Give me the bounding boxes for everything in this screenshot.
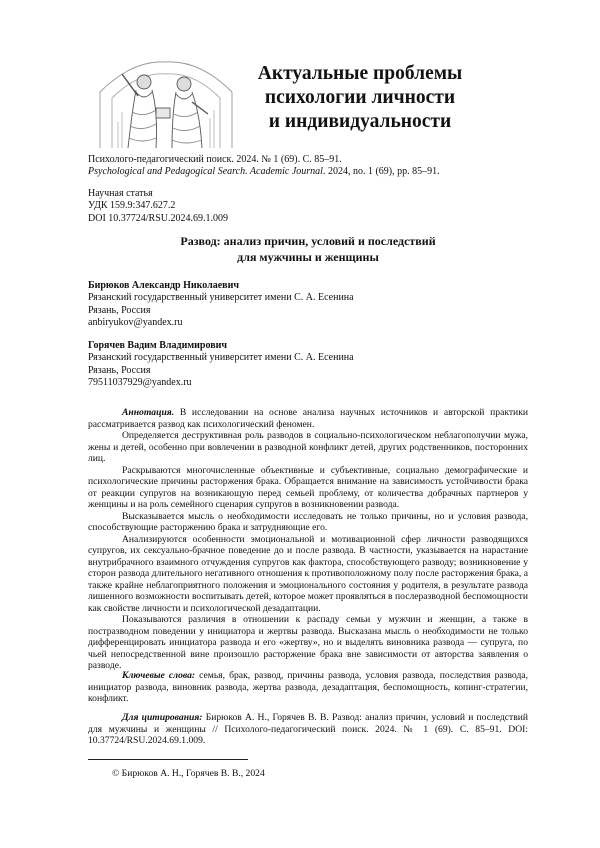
author-block [88, 340, 354, 390]
abstract-paragraph: Высказывается мысль о необходимости исследовать не только причины, но и условия развода, способствующие расторжению брака и затрудняющие его. [88, 510, 528, 533]
author-email[interactable]: anbiryukov@yandex.ru [88, 317, 183, 329]
author-email[interactable]: 79511037929@yandex.ru [88, 377, 192, 389]
footnote-divider [88, 759, 248, 760]
citation-en-rest: . 2024, no. 1 (69), pp. 85–91. [322, 166, 440, 178]
for-citation-paragraph [88, 712, 528, 747]
article-doi: DOI 10.37724/RSU.2024.69.1.009 [88, 212, 229, 224]
author-name: Горячев Вадим Владимирович [88, 340, 228, 351]
abstract-paragraph: Показываются различия в отношении к распаду семьи у мужчин и женщин, а также в постразводном поведении у инициатора и жертвы развода. Высказана мысль о необходимости не только дифференцировать инициатора развода и его «жертву», но и выделять виновника развода — супруга, по чьей непосредственной вине произошло расторжение брака вне зависимости от авторства заявления о разводе. [88, 614, 528, 671]
abstract-text: В исследовании на основе анализа научных источников и авторской практики рассматривается развод как психологический феномен. [88, 407, 528, 430]
abstract [88, 407, 528, 672]
author-affiliation: Рязанский государственный университет имени С. А. Есенина [88, 292, 354, 304]
abstract-paragraph [88, 407, 528, 430]
citation-en-journal: Psychological and Pedagogical Search. Academic Journal [88, 166, 323, 178]
author-city: Рязань, Россия [88, 364, 151, 376]
abstract-paragraph: Раскрываются многочисленные объективные и субъективные, социально демографические и психологические причины расторжения брака. Обращается внимание на зависимость устойчивости брака от реакции супругов на возникающую перед семьей проблему, от количества добрачных партнеров у женщины и на роль семейного сценария супругов в возникновении развода. [88, 464, 528, 510]
journal-logo-illustration [92, 52, 240, 152]
for-citation-label: Для цитирования: [122, 712, 203, 723]
journal-section-title [246, 62, 474, 134]
keywords-label: Ключевые слова: [122, 670, 196, 681]
keywords-text: семья, брак, развод, причины развода, условия развода, последствия развода, инициатор развода, виновник развода, жертва развода, дезадаптация, беспомощность, копинг-стратегии, конфликт. [88, 670, 528, 704]
article-type: Научная статья [88, 188, 153, 199]
author-name: Бирюков Александр Николаевич [88, 280, 239, 291]
article-title-line-1: Развод: анализ причин, условий и последствий [180, 234, 436, 248]
keywords-paragraph [88, 670, 528, 705]
journal-title-line-2: психологии личности [264, 87, 456, 108]
article-title [88, 234, 528, 265]
journal-citation [88, 154, 528, 179]
author-affiliation: Рязанский государственный университет имени С. А. Есенина [88, 352, 354, 364]
keywords [88, 670, 528, 705]
journal-title-line-3: и индивидуальности [268, 111, 452, 132]
journal-title-line-1: Актуальные проблемы [257, 63, 463, 84]
author-block [88, 280, 354, 330]
for-citation-text: Бирюков А. Н., Горячев В. В. Развод: анализ причин, условий и последствий для мужчины и женщины // Психолого-педагогический поиск. 2024. № 1 (69). С. 85–91. DOI: 10.37724/RSU.2024.69.1.009. [88, 712, 529, 746]
copyright-notice: © Бирюков А. Н., Горячев В. В., 2024 [112, 768, 265, 779]
article-udk: УДК 159.9:347.627.2 [88, 200, 176, 212]
article-title-line-2: для мужчины и женщины [237, 249, 379, 264]
abstract-label: Аннотация. [122, 407, 175, 418]
citation-en [88, 166, 528, 178]
abstract-paragraph: Анализируются особенности эмоциональной и мотивационной сфер личности разводящихся супругов, их сексуально-брачное поведение до и после развода. В частности, указывается на нарастание внутрибрачного взаимного отчуждения супругов как фактора, способствующего разводу; возникновение у сторон развода длительного негативного отношения к противоположному полу после расторжения брака, а также крайне неблагоприятного положения и эмоционального состояния у родителя, в результате развода лишенного возможности воспитывать детей, которое может проявляться в послеразводной беспомощности как свойстве личности и психологической дезадаптации. [88, 533, 528, 614]
author-city: Рязань, Россия [88, 304, 151, 316]
abstract-paragraph: Определяется деструктивная роль разводов в социально-психологическом неблагополучии мужа, жены и детей, особенно при вовлечении в разводной конфликт детей, других родственников, посторонних лиц. [88, 430, 528, 464]
article-meta [88, 188, 228, 225]
citation-ru: Психолого-педагогический поиск. 2024. № 1 (69). С. 85–91. [88, 154, 342, 165]
for-citation [88, 712, 528, 747]
